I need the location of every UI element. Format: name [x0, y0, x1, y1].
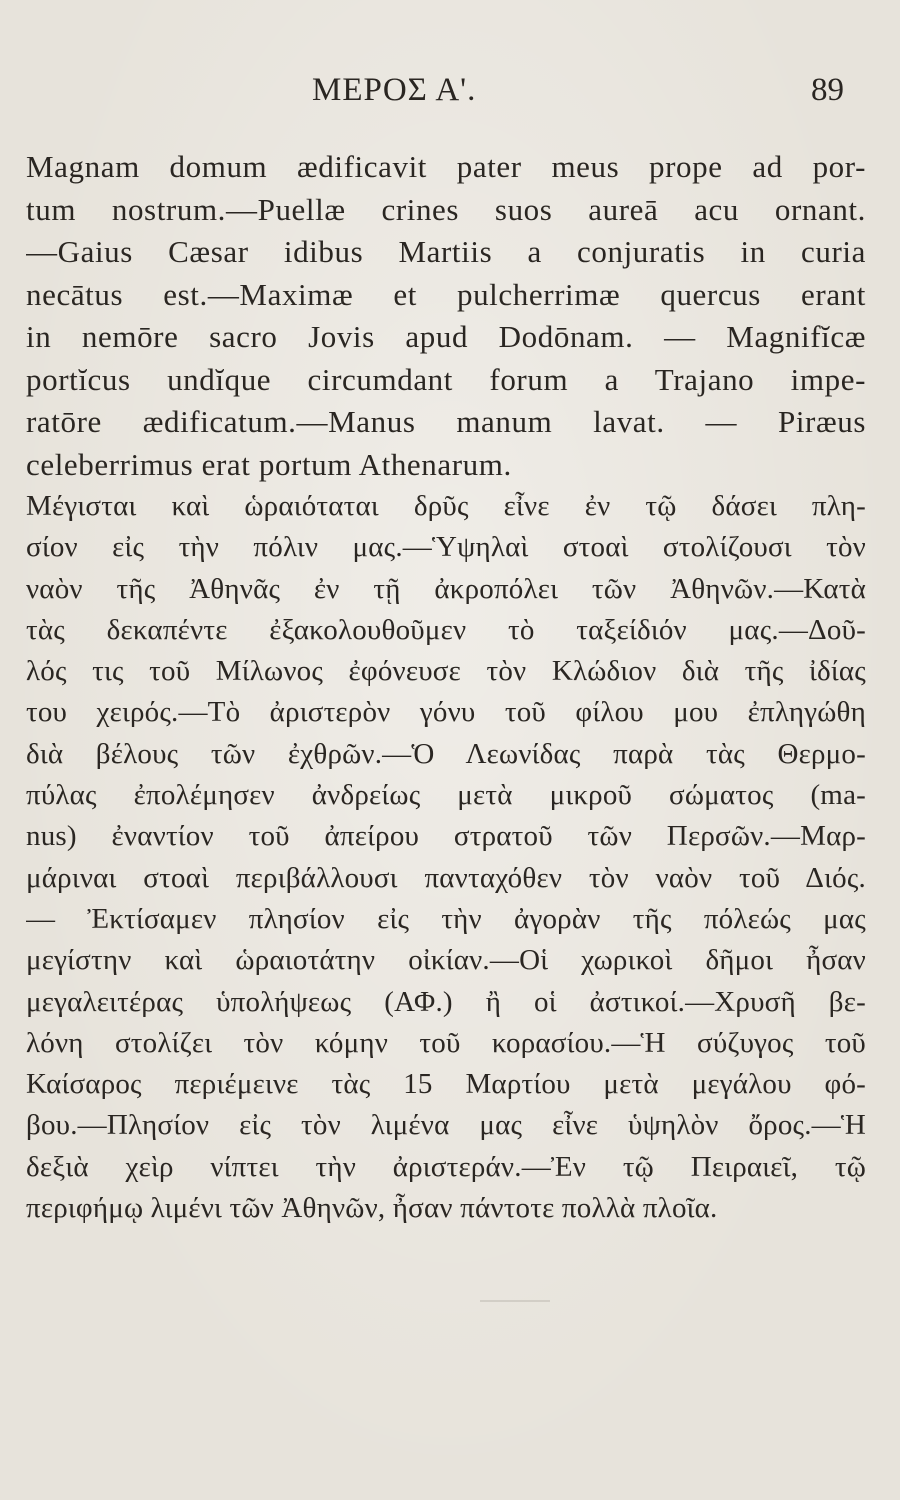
- text-line: πύλας ἐπολέμησεν ἀνδρείως μετὰ μικροῦ σώματος (ma-: [26, 779, 866, 812]
- text-line: nus) ἐναντίον τοῦ ἀπείρου στρατοῦ τῶν Περσῶν.—Μαρ-: [26, 820, 866, 853]
- text-line: —Gaius Cæsar idibus Martiis a conjuratis in curia: [26, 234, 866, 269]
- text-line: περιφήμῳ λιμένι τῶν Ἀθηνῶν, ἦσαν πάντοτε πολλὰ πλοῖα.: [26, 1192, 718, 1225]
- running-head-title: ΜΕΡΟΣ Α'.: [312, 72, 477, 108]
- text-line: portĭcus undĭque circumdant forum a Trajano impe-: [26, 361, 866, 397]
- text-line: tum nostrum.—Puellæ crines suos aureā acu ornant.: [26, 191, 866, 227]
- running-head: [0, 72, 900, 112]
- text-line: necātus est.—Maximæ et pulcherrimæ quercus erant: [26, 276, 866, 312]
- text-line: in nemōre sacro Jovis apud Dodōnam. — Magnifĭcæ: [26, 319, 866, 354]
- text-line: βου.—Πλησίον εἰς τὸν λιμένα μας εἶνε ὑψηλὸν ὄρος.—Ἡ: [26, 1109, 866, 1142]
- text-line: μάριναι στοαὶ περιβάλλουσι πανταχόθεν τὸν ναὸν τοῦ Διός.: [26, 861, 866, 894]
- text-line: Καίσαρος περιέμεινε τὰς 15 Μαρτίου μετὰ μεγάλου φό-: [26, 1068, 866, 1101]
- text-line: ratōre ædificatum.—Manus manum lavat. — Piræus: [26, 404, 866, 439]
- latin-exercise-paragraph: [26, 146, 866, 486]
- text-line: μεγαλειτέρας ὑπολήψεως (ΑΦ.) ἢ οἱ ἀστικοί.—Χρυσῆ βε-: [26, 985, 866, 1018]
- text-line: celeberrimus erat portum Athenarum.: [26, 446, 512, 482]
- text-line: σίον εἰς τὴν πόλιν μας.—Ὑψηλαὶ στοαὶ στολίζουσι τὸν: [26, 531, 866, 564]
- page-number: 89: [811, 72, 844, 108]
- text-line: του χειρός.—Τὸ ἀριστερὸν γόνυ τοῦ φίλου μου ἐπληγώθη: [26, 696, 866, 729]
- text-line: τὰς δεκαπέντε ἐξακολουθοῦμεν τὸ ταξείδιόν μας.—Δοῦ-: [26, 613, 866, 646]
- text-line: λόνη στολίζει τὸν κόμην τοῦ κορασίου.—Ἡ σύζυγος τοῦ: [26, 1026, 866, 1059]
- greek-exercise-paragraph: [26, 486, 866, 1229]
- text-line: Μέγισται καὶ ὡραιόταται δρῦς εἶνε ἐν τῷ δάσει πλη-: [26, 490, 866, 522]
- text-line: μεγίστην καὶ ὡραιοτάτην οἰκίαν.—Οἱ χωρικοὶ δῆμοι ἦσαν: [26, 944, 866, 977]
- show-through-rule: [480, 1300, 550, 1302]
- text-line: λός τις τοῦ Μίλωνος ἐφόνευσε τὸν Κλώδιον διὰ τῆς ἰδίας: [26, 655, 866, 688]
- text-line: Magnam domum ædificavit pater meus prope ad por-: [26, 149, 866, 184]
- text-line: ναὸν τῆς Ἀθηνᾶς ἐν τῇ ἀκροπόλει τῶν Ἀθηνῶν.—Κατὰ: [26, 572, 866, 605]
- text-line: — Ἐκτίσαμεν πλησίον εἰς τὴν ἀγορὰν τῆς πόλεώς μας: [26, 902, 866, 935]
- text-line: δεξιὰ χεὶρ νίπτει τὴν ἀριστεράν.—Ἐν τῷ Πειραιεῖ, τῷ: [26, 1150, 866, 1183]
- text-line: διὰ βέλους τῶν ἐχθρῶν.—Ὁ Λεωνίδας παρὰ τὰς Θερμο-: [26, 737, 866, 770]
- show-through-texture: [0, 1225, 900, 1425]
